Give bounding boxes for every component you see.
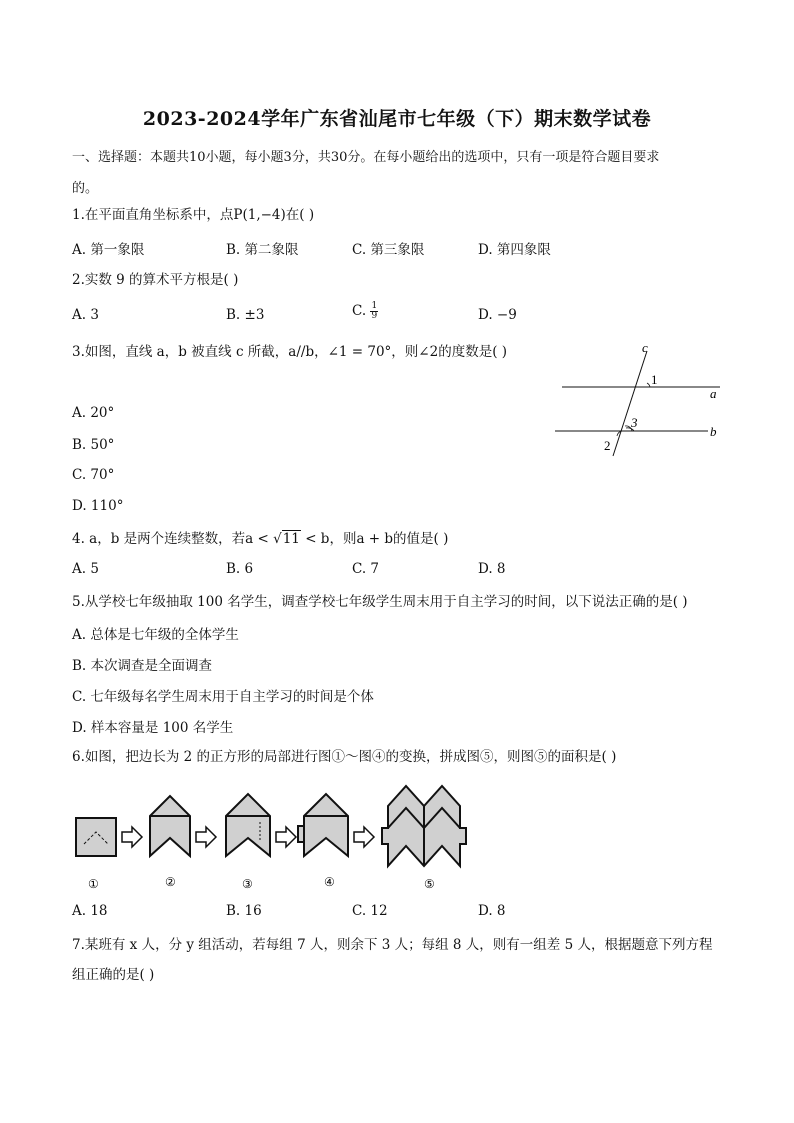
fig4-tab — [298, 826, 304, 842]
q1-option-a: A. 第一象限 — [72, 242, 145, 258]
q2-option-d: D. −9 — [478, 307, 517, 323]
arrow-4-icon — [354, 827, 374, 847]
q4-option-a: A. 5 — [72, 561, 99, 577]
question-4-stem — [72, 529, 448, 549]
q4-option-b: B. 6 — [226, 561, 254, 577]
sqrt-sign: √ — [273, 531, 282, 547]
fig2-shape — [150, 796, 190, 856]
q4-stem-part2: < b，则a + b的值是( ) — [305, 531, 449, 547]
fraction-numerator: 1 — [371, 301, 378, 311]
q2-option-a: A. 3 — [72, 307, 99, 323]
label-angle-1: 1 — [651, 372, 658, 387]
fig1-label: ① — [88, 877, 99, 891]
line-c — [613, 351, 647, 456]
question-1-stem: 1.在平面直角坐标系中，点P(1,−4)在( ) — [72, 207, 315, 223]
label-b: b — [710, 424, 717, 439]
q6-option-a: A. 18 — [72, 903, 108, 919]
question-2-stem: 2.实数 9 的算术平方根是( ) — [72, 272, 239, 288]
question-5-stem: 5.从学校七年级抽取 100 名学生，调查学校七年级学生周末用于自主学习的时间，以下说法正确的是( ) — [72, 594, 688, 610]
section-instructions-line1: 一、选择题：本题共10小题，每小题3分，共30分。在每小题给出的选项中，只有一项是符合题目要求 — [72, 150, 660, 165]
arrow-1-icon — [122, 827, 142, 847]
q3-option-c: C. 70° — [72, 467, 115, 483]
q4-stem-part1: 4. a，b 是两个连续整数，若a < — [72, 531, 269, 547]
label-angle-2: 2 — [604, 438, 611, 453]
q6-option-d: D. 8 — [478, 903, 506, 919]
fraction-denominator: 9 — [371, 311, 378, 321]
fig1-square — [76, 818, 116, 856]
arrow-3-icon — [276, 827, 296, 847]
q2-option-c — [352, 302, 378, 321]
sqrt-radicand: 11 — [282, 531, 300, 547]
q2-option-c-label: C. — [352, 303, 367, 319]
fig4-label: ④ — [324, 875, 335, 889]
q3-option-d: D. 110° — [72, 498, 124, 514]
q5-option-b: B. 本次调查是全面调查 — [72, 658, 213, 674]
question-3-stem: 3.如图，直线 a，b 被直线 c 所截，a//b，∠1 = 70°，则∠2的度数是( ) — [72, 344, 508, 360]
arrow-2-icon — [196, 827, 216, 847]
question-6-stem: 6.如图，把边长为 2 的正方形的局部进行图①～图④的变换，拼成图⑤，则图⑤的面积是( ) — [72, 749, 617, 765]
label-angle-3: 3 — [631, 415, 638, 430]
label-a: a — [710, 386, 717, 401]
q5-option-d: D. 样本容量是 100 名学生 — [72, 720, 234, 736]
fig3-label: ③ — [242, 877, 253, 891]
parallel-lines-figure — [550, 338, 730, 460]
fig4-shape — [304, 794, 348, 856]
q1-option-b: B. 第二象限 — [226, 242, 299, 258]
q1-option-d: D. 第四象限 — [478, 242, 551, 258]
question-7-line1: 7.某班有 x 人，分 y 组活动，若每组 7 人，则余下 3 人；每组 8 人，则有一组差 5 人，根据题意下列方程 — [72, 937, 713, 953]
q3-option-a: A. 20° — [72, 405, 115, 421]
q6-option-b: B. 16 — [226, 903, 262, 919]
question-7-line2: 组正确的是( ) — [72, 967, 155, 983]
q5-option-a: A. 总体是七年级的全体学生 — [72, 627, 239, 643]
fig2-label: ② — [165, 875, 176, 889]
q1-option-c: C. 第三象限 — [352, 242, 425, 258]
fraction-one-ninth — [370, 302, 378, 321]
fig5-label: ⑤ — [424, 877, 435, 891]
q2-option-b: B. ±3 — [226, 307, 265, 323]
q4-option-d: D. 8 — [478, 561, 506, 577]
section-instructions-line2: 的。 — [72, 181, 99, 196]
square-transform-figure — [70, 778, 490, 896]
q6-option-c: C. 12 — [352, 903, 388, 919]
q4-option-c: C. 7 — [352, 561, 380, 577]
q5-option-c: C. 七年级每名学生周末用于自主学习的时间是个体 — [72, 689, 374, 705]
fig3-shape — [226, 794, 270, 856]
label-c: c — [642, 340, 648, 355]
angle-1-arc — [647, 383, 650, 387]
q3-option-b: B. 50° — [72, 437, 115, 453]
page-title: 2023-2024学年广东省汕尾市七年级（下）期末数学试卷 — [142, 108, 652, 130]
